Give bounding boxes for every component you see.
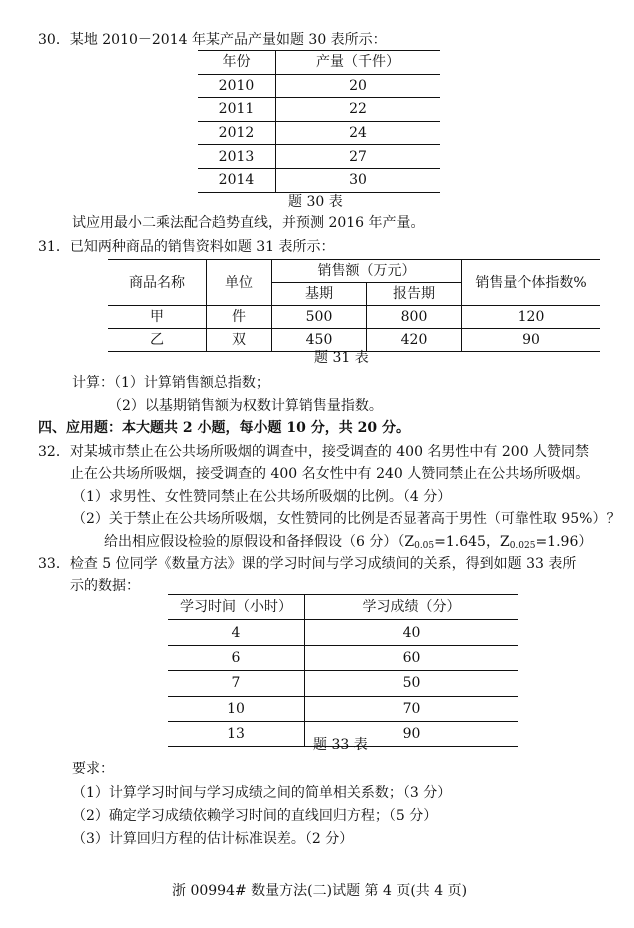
t33-cell: 60	[305, 645, 519, 670]
q33-req: 要求：	[72, 761, 114, 777]
t31-cell: 120	[462, 306, 601, 329]
q33-line2: 示的数据：	[70, 578, 140, 594]
q30-stem: 30．某地 2010－2014 年某产品产量如题 30 表所示：	[38, 32, 387, 48]
z-symbol: Z	[499, 534, 510, 550]
t31-cell: 甲	[108, 306, 207, 329]
t31-caption: 题 31 表	[314, 350, 369, 366]
t30-cell: 30	[276, 168, 441, 192]
q32-line1: 32．对某城市禁止在公共场所吸烟的调查中，接受调查的 400 名男性中有 200 人赞同禁	[38, 444, 590, 460]
t30-header-year: 年份	[198, 51, 276, 75]
t31-header-name: 商品名称	[108, 260, 207, 306]
z-subscript: 0.025	[509, 541, 536, 551]
q32-line2: 止在公共场所吸烟，接受调查的 400 名女性中有 240 人赞同禁止在公共场所吸烟。	[70, 466, 590, 482]
z-subscript: 0.05	[414, 541, 435, 551]
t30-cell: 27	[276, 145, 441, 169]
t31-cell: 件	[207, 306, 272, 329]
table-row	[198, 145, 440, 169]
t31-header-unit: 单位	[207, 260, 272, 306]
q33-line1: 33．检查 5 位同学《数量方法》课的学习时间与学习成绩间的关系，得到如题 33 表所	[38, 556, 577, 572]
t30-cell: 22	[276, 98, 441, 122]
t31-header-base: 基期	[272, 283, 367, 306]
t31-cell: 420	[367, 329, 462, 352]
t30-cell: 2012	[198, 121, 276, 145]
t33-cell: 50	[305, 671, 519, 696]
table-row	[198, 74, 440, 98]
t33-cell: 90	[305, 721, 519, 746]
t31-header-index: 销售量个体指数%	[462, 260, 601, 306]
t33-caption: 题 33 表	[313, 737, 368, 753]
q31-task-label-text: 计算：	[72, 375, 114, 391]
table-row	[108, 329, 600, 352]
t33-cell: 70	[305, 696, 519, 721]
t33-cell: 6	[168, 645, 305, 670]
q33-r1: （1）计算学习时间与学习成绩之间的简单相关系数；（3 分）	[72, 785, 452, 801]
q32-paren: ）	[578, 534, 593, 550]
t33-cell: 10	[168, 696, 305, 721]
q32-item2b-text: 给出相应假设检验的原假设和备择假设（6 分）	[104, 534, 398, 550]
t33-cell: 4	[168, 620, 305, 645]
t31-cell: 双	[207, 329, 272, 352]
table-row	[168, 671, 518, 696]
t30-caption: 题 30 表	[288, 194, 343, 210]
table-31	[108, 259, 600, 352]
z-value: =1.96	[535, 534, 579, 550]
t31-cell: 乙	[108, 329, 207, 352]
q31-task2: （2）以基期销售额为权数计算销售量指数。	[108, 398, 383, 414]
z-symbol: Z	[404, 534, 415, 550]
q31-stem: 31．已知两种商品的销售资料如题 31 表所示：	[38, 239, 335, 255]
table-row	[168, 696, 518, 721]
q32-paren: （	[397, 534, 405, 550]
q33-r2: （2）确定学习成绩依赖学习时间的直线回归方程；（5 分）	[72, 808, 438, 824]
q31-task1: （1）计算销售额总指数；	[114, 375, 270, 391]
t30-cell: 2013	[198, 145, 276, 169]
t30-cell: 2010	[198, 74, 276, 98]
t33-cell: 40	[305, 620, 519, 645]
q32-item2: （2）关于禁止在公共场所吸烟，女性赞同的比例是否显著高于男性（可靠性取 95%）？	[72, 511, 621, 527]
z-value: =1.645，	[434, 534, 500, 550]
t31-cell: 450	[272, 329, 367, 352]
table-row	[198, 98, 440, 122]
table-33	[168, 594, 518, 747]
q30-task: 试应用最小二乘法配合趋势直线，并预测 2016 年产量。	[72, 215, 425, 231]
t31-cell: 90	[462, 329, 601, 352]
table-30	[198, 50, 440, 193]
table-row	[198, 121, 440, 145]
t33-header-time: 学习时间（小时）	[168, 595, 305, 620]
q33-r3: （3）计算回归方程的估计标准误差。（2 分）	[72, 831, 354, 847]
t31-header-report: 报告期	[367, 283, 462, 306]
section-heading: 四、应用题：本大题共 2 小题，每小题 10 分，共 20 分。	[38, 420, 410, 436]
t31-header-sales: 销售额（万元）	[272, 260, 462, 283]
t31-cell: 500	[272, 306, 367, 329]
t30-cell: 2014	[198, 168, 276, 192]
t30-cell: 2011	[198, 98, 276, 122]
t33-cell: 13	[168, 721, 305, 746]
t31-cell: 800	[367, 306, 462, 329]
t33-header-score: 学习成绩（分）	[362, 599, 461, 616]
table-row	[198, 168, 440, 192]
table-row	[168, 645, 518, 670]
q31-task-label	[72, 376, 270, 390]
t33-cell: 7	[168, 671, 305, 696]
page-footer: 浙 00994# 数量方法(二)试题 第 4 页(共 4 页)	[172, 883, 468, 899]
t30-header-output: 产量（千件）	[276, 51, 441, 75]
t30-cell: 20	[276, 74, 441, 98]
q32-item2b	[104, 535, 592, 551]
table-row	[108, 306, 600, 329]
q32-item1: （1）求男性、女性赞同禁止在公共场所吸烟的比例。（4 分）	[72, 489, 452, 505]
table-row	[168, 620, 518, 645]
t30-cell: 24	[276, 121, 441, 145]
